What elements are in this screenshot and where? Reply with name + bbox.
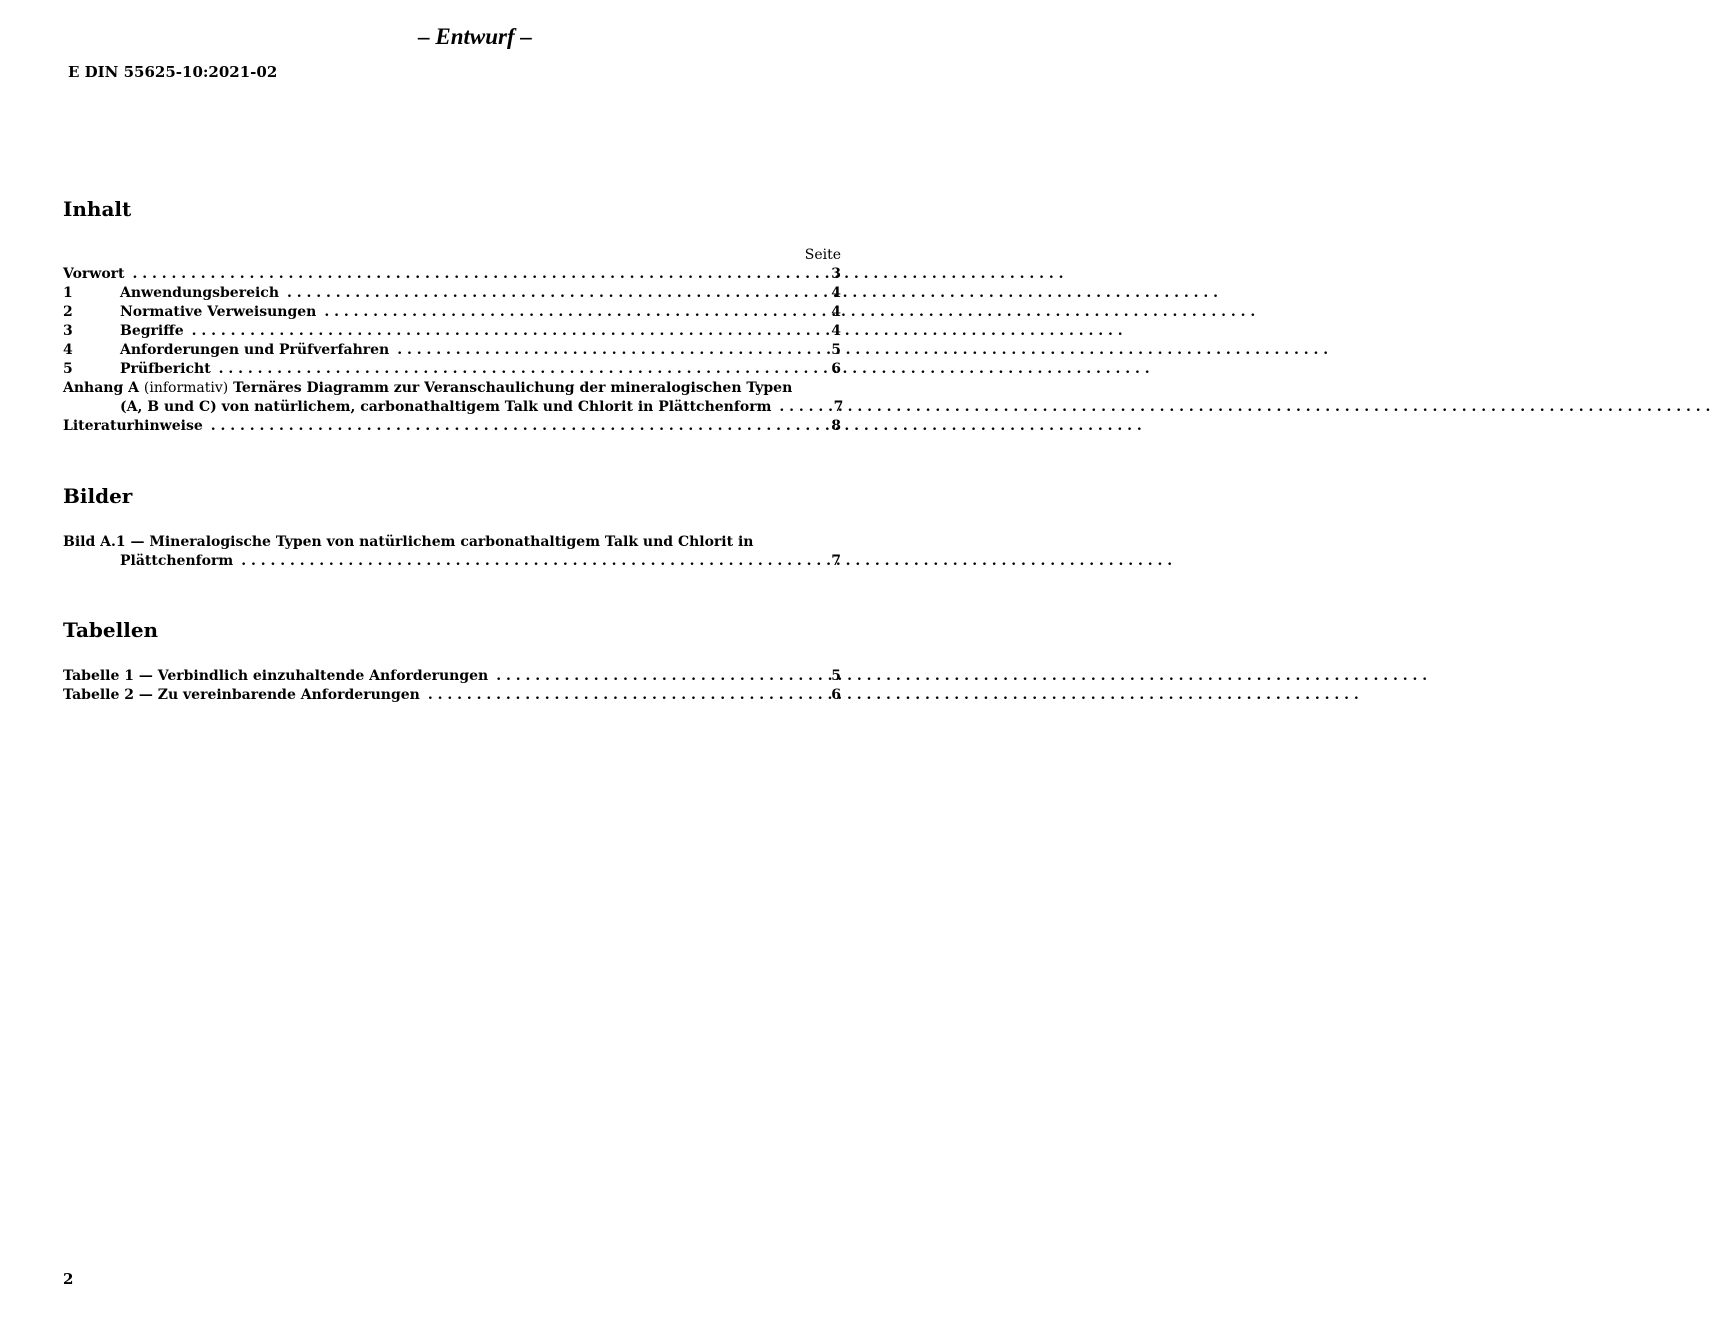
toc-leader <box>219 360 797 379</box>
figures-list <box>63 533 841 571</box>
page-number: 2 <box>63 1270 74 1288</box>
toc-leader <box>428 686 797 705</box>
toc-entry-number: 3 <box>63 323 73 339</box>
annex-title-line-1: Ternäres Diagramm zur Veranschaulichung der mineralogischen Typen <box>233 380 793 396</box>
toc-entry-title: Normative Verweisungen <box>120 304 317 320</box>
toc-leader <box>496 667 797 686</box>
figure-line-2 <box>63 552 841 571</box>
table-entry-2[interactable] <box>63 686 841 705</box>
toc-entry-number: 4 <box>63 342 73 358</box>
toc-entry-number: 5 <box>63 361 73 377</box>
toc-entry-title: Literaturhinweise <box>63 418 203 434</box>
toc-leader <box>779 398 799 417</box>
toc-leader <box>211 417 797 436</box>
figures-heading: Bilder <box>63 484 133 508</box>
contents-heading: Inhalt <box>63 197 132 221</box>
toc-leader <box>241 552 797 571</box>
annex-qualifier: (informativ) <box>143 380 229 396</box>
toc-entry-title: Anwendungsbereich <box>120 285 279 301</box>
tables-list <box>63 667 841 705</box>
page-column-label: Seite <box>804 247 841 263</box>
document-id: E DIN 55625-10:2021-02 <box>68 63 278 81</box>
toc-entry-title: Prüfbericht <box>120 361 211 377</box>
annex-line-1 <box>63 379 841 398</box>
annex-label: Anhang A <box>63 380 139 396</box>
toc-leader <box>133 265 797 284</box>
toc-leader <box>397 341 797 360</box>
toc-entry-page: 7 <box>831 553 841 569</box>
toc-entry-title: Tabelle 2 — Zu vereinbarende Anforderungen <box>63 687 420 703</box>
toc-entry-page: 4 <box>831 304 841 320</box>
toc-entry-begriffe[interactable] <box>63 322 841 341</box>
figure-title-line-2: Plättchenform <box>120 553 234 569</box>
annex-line-2 <box>63 398 844 417</box>
toc-entry-literaturhinweise[interactable] <box>63 417 841 436</box>
toc-entry-title: Begriffe <box>120 323 184 339</box>
toc-entry-page: 7 <box>833 399 844 415</box>
figure-title-line-1: Bild A.1 — Mineralogische Typen von natürlichem carbonathaltigem Talk und Chlorit in <box>63 534 754 550</box>
toc-entry-page: 5 <box>831 668 841 684</box>
toc-entry-title: Tabelle 1 — Verbindlich einzuhaltende Anforderungen <box>63 668 489 684</box>
toc-entry-page: 6 <box>831 361 841 377</box>
figure-entry-a1[interactable] <box>63 533 841 571</box>
figure-line-1 <box>63 533 841 552</box>
toc-entry-anforderungen[interactable] <box>63 341 841 360</box>
table-entry-1[interactable] <box>63 667 841 686</box>
toc-entry-page: 6 <box>831 687 841 703</box>
toc-entry-page: 8 <box>831 418 841 434</box>
toc-entry-pruefbericht[interactable] <box>63 360 841 379</box>
annex-title-line-2: (A, B und C) von natürlichem, carbonathaltigem Talk und Chlorit in Plättchenform <box>120 399 772 415</box>
toc-leader <box>192 322 797 341</box>
toc-entry-anwendungsbereich[interactable] <box>63 284 841 303</box>
toc-entry-title: Anforderungen und Prüfverfahren <box>120 342 390 358</box>
toc-leader <box>287 284 797 303</box>
toc-entry-page: 3 <box>831 266 841 282</box>
toc-entry-title <box>63 379 792 398</box>
toc-entry-title: Vorwort <box>63 266 125 282</box>
toc-entry-vorwort[interactable] <box>63 265 841 284</box>
toc-leader <box>324 303 797 322</box>
toc-entry-normative-verweisungen[interactable] <box>63 303 841 322</box>
toc-entry-page: 4 <box>831 285 841 301</box>
toc-entry-number: 1 <box>63 285 73 301</box>
toc-entry-number: 2 <box>63 304 73 320</box>
toc-entry-page: 5 <box>831 342 841 358</box>
tables-heading: Tabellen <box>63 618 159 642</box>
draft-title: – Entwurf – <box>418 24 532 49</box>
toc-entry-page: 4 <box>831 323 841 339</box>
contents-list <box>63 246 844 436</box>
toc-entry-annex-a[interactable] <box>63 379 844 417</box>
